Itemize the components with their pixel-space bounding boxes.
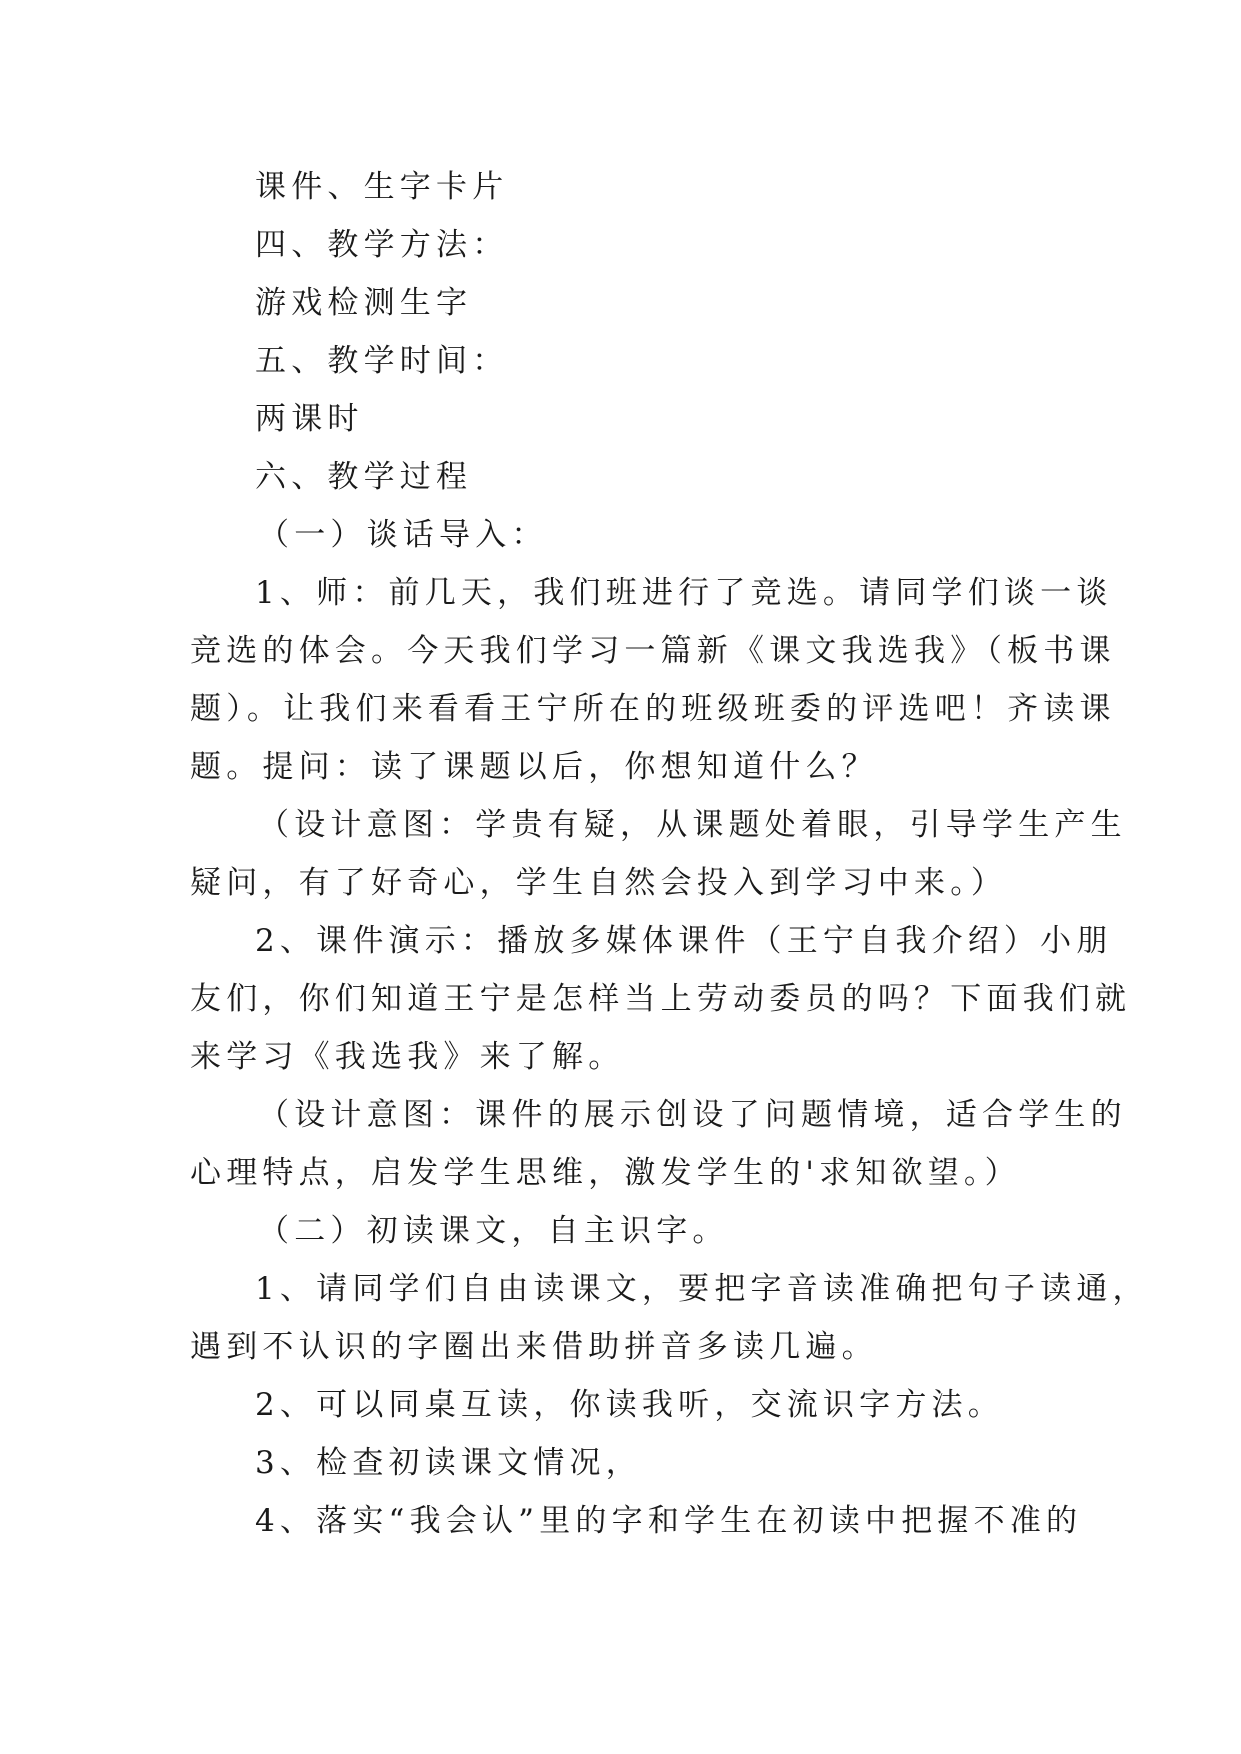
paragraph-line: 1、请同学们自由读课文，要把字音读准确把句子读通， <box>255 1271 1149 1307</box>
design-note-line: （设计意图：学贵有疑，从课题处着眼，引导学生产生 <box>258 807 1127 843</box>
paragraph-line: 1、师：前几天，我们班进行了竞选。请同学们谈一谈 <box>255 575 1113 611</box>
section-heading: 六、教学过程 <box>255 459 473 495</box>
text-line: 游戏检测生字 <box>255 285 473 321</box>
design-note-line: 心理特点，启发学生思维，激发学生的'求知欲望。） <box>190 1155 1021 1191</box>
subsection-heading: （二）初读课文，自主识字。 <box>258 1213 729 1249</box>
design-note-line: （设计意图：课件的展示创设了问题情境，适合学生的 <box>258 1097 1127 1133</box>
paragraph-line: 4、落实“我会认”里的字和学生在初读中把握不准的 <box>255 1503 1083 1539</box>
paragraph-line: 竞选的体会。今天我们学习一篇新《课文我选我》（板书课 <box>190 633 1116 669</box>
text-line: 课件、生字卡片 <box>255 169 509 205</box>
paragraph-line: 2、可以同桌互读，你读我听，交流识字方法。 <box>255 1387 1004 1423</box>
paragraph-line: 题）。让我们来看看王宁所在的班级班委的评选吧！齐读课 <box>190 691 1116 727</box>
subsection-heading: （一）谈话导入： <box>258 517 548 553</box>
paragraph-line: 题。提问：读了课题以后，你想知道什么？ <box>190 749 878 785</box>
section-heading: 四、教学方法： <box>255 227 509 263</box>
paragraph-line: 2、课件演示：播放多媒体课件（王宁自我介绍）小朋 <box>255 923 1113 959</box>
paragraph-line: 来学习《我选我》来了解。 <box>190 1039 625 1075</box>
paragraph-line: 3、检查初读课文情况， <box>255 1445 642 1481</box>
section-heading: 五、教学时间： <box>255 343 509 379</box>
paragraph-line: 友们，你们知道王宁是怎样当上劳动委员的吗？下面我们就 <box>190 981 1132 1017</box>
design-note-line: 疑问，有了好奇心，学生自然会投入到学习中来。） <box>190 865 1008 901</box>
text-line: 两课时 <box>255 401 364 437</box>
paragraph-line: 遇到不认识的字圈出来借助拼音多读几遍。 <box>190 1329 878 1365</box>
